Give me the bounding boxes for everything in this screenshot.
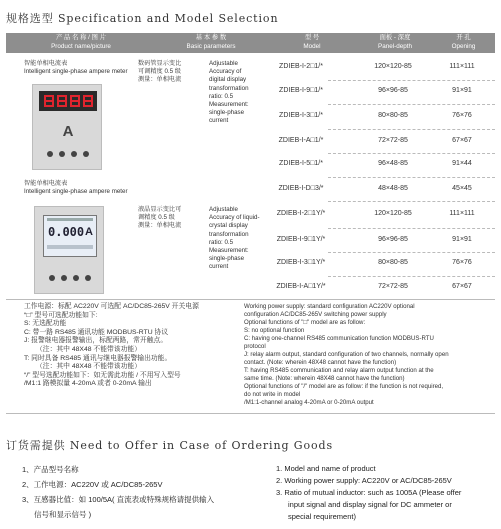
- group1-params-cn: [138, 60, 208, 85]
- notes-cn: [24, 303, 236, 389]
- row-divider: [328, 201, 495, 202]
- lcd-status-bar: [47, 218, 93, 221]
- panel-cell: 48×48-85: [378, 185, 408, 192]
- param-cn-line: 测量：单相电流: [138, 76, 182, 84]
- model-cell: ZDIEB-I-A□1/*: [278, 137, 324, 144]
- opening-cell: 76×76: [452, 112, 472, 119]
- group1-product-en: Intelligent single-phase ampere meter: [24, 68, 128, 75]
- note-cn-line: “/” 型号选配功能如下：如无需此功能 / 不用写入型号: [24, 371, 181, 379]
- param-cn-line: 数码管显示变比: [138, 60, 182, 67]
- header-params-cn: 基 本 参 数: [195, 34, 227, 41]
- panel-cell: 96×96-85: [378, 236, 408, 243]
- order-cn-line: 3、互感器比值：如 100/5A( 直流表或特殊规格请提供输入: [22, 495, 215, 504]
- header-params-en: Basic parameters: [186, 43, 236, 50]
- panel-cell: 96×96-85: [378, 87, 408, 94]
- note-en-line: T: having RS485 communication and relay alarm output function at the: [244, 367, 434, 374]
- note-en-line: Working power supply: standard configuration AC220V optional: [244, 303, 415, 310]
- note-cn-line: T: 同时具备 RS485 通讯与继电器报警输出功能。: [24, 354, 172, 362]
- lcd-meter-image: [34, 206, 104, 294]
- opening-cell: 111×111: [449, 63, 475, 70]
- model-cell: ZDIEB-I-9□1Y/*: [276, 236, 326, 243]
- note-cn-line: “□” 型号可选配功能如下:: [24, 311, 98, 319]
- panel-cell: 120×120-85: [374, 210, 412, 217]
- param-en-line: Accuracy of: [209, 68, 242, 76]
- note-cn-line: S: 无选配功能: [24, 320, 67, 328]
- param-en-line: ratio: 0.5: [209, 92, 234, 100]
- panel-cell: 72×72-85: [378, 283, 408, 290]
- header-panel-cn: 面板 - 深度: [379, 34, 411, 41]
- row-divider: [328, 104, 495, 105]
- opening-cell: 91×44: [452, 160, 472, 167]
- param-cn-line: 调精度 0.5 级: [138, 214, 175, 222]
- panel-cell: 72×72-85: [378, 137, 408, 144]
- note-cn-line: J: 报警继电器报警输出，标配两路，常开触点。: [24, 337, 168, 345]
- param-cn-line: 测量：单相电流: [138, 222, 182, 230]
- model-cell: ZDIEB-I-3□1Y/*: [276, 259, 326, 266]
- header-opening-cn: 开 孔: [456, 34, 471, 41]
- opening-cell: 67×67: [452, 137, 472, 144]
- param-cn-line: 液晶显示变比可: [138, 206, 182, 213]
- section-title-specification: 规格选型 Specification and Model Selection: [6, 12, 279, 25]
- model-cell: ZDIEB-I-2□1Y/*: [276, 210, 326, 217]
- param-en-line: Adjustable: [209, 206, 238, 213]
- header-params: [156, 33, 266, 53]
- order-en-line: 1. Model and name of product: [276, 464, 376, 473]
- row-divider: [328, 80, 495, 81]
- led-display: [39, 91, 97, 111]
- order-en-line: input signal and display signal for DC ammeter or: [288, 500, 452, 509]
- lcd-display: [43, 215, 97, 257]
- note-en-line: same time. (Note: wherein 48X48 cannot have the function): [244, 375, 405, 382]
- group2-product-en: Intelligent single-phase ampere meter: [24, 188, 128, 195]
- note-cn-line: /M1:1 路模拟量 4-20mA 或者 0-20mA 输出: [24, 380, 152, 388]
- order-cn-line: 2、工作电源：AC220V 或 AC/DC85-265V: [22, 480, 163, 489]
- model-cell: ZDIEB-I-5□1/*: [279, 160, 323, 167]
- header-opening: [432, 33, 495, 53]
- row-divider: [328, 129, 495, 130]
- panel-cell: 80×80-85: [378, 259, 408, 266]
- header-opening-en: Opening: [451, 43, 476, 50]
- opening-cell: 45×45: [452, 185, 472, 192]
- row-divider: [328, 276, 495, 277]
- panel-cell: 96×48-85: [378, 160, 408, 167]
- panel-cell: 120×120-85: [374, 63, 412, 70]
- model-cell: ZDIEB-I-9□1/*: [279, 87, 323, 94]
- meter-button-3: [73, 275, 79, 281]
- param-en-line: Measurement:: [209, 101, 249, 109]
- param-en-line: ratio: 0.5: [209, 238, 234, 246]
- group1-product-cn: 智能单相电流表: [24, 60, 68, 67]
- model-cell: ZDIEB-I-A□1Y/*: [276, 283, 326, 290]
- meter-button-4: [85, 275, 91, 281]
- note-en-line: Optional functions of "□" model are as follow:: [244, 319, 366, 326]
- note-en-line: J: relay alarm output, standard configuration of two channels, normally open: [244, 351, 449, 358]
- model-cell: ZDIEB-I-2□1/*: [279, 63, 323, 70]
- note-en-line: C: having one-channel RS485 communication function MODBUS-RTU: [244, 335, 434, 342]
- order-en-line: special requirement): [288, 512, 356, 521]
- opening-cell: 76×76: [452, 259, 472, 266]
- order-en-line: 2. Working power supply: AC220V or AC/DC85-265V: [276, 476, 452, 485]
- row-divider: [328, 153, 495, 154]
- opening-cell: 91×91: [452, 236, 472, 243]
- note-cn-line: 工作电源：标配 AC220V 可选配 AC/DC85-265V 开关电源: [24, 303, 199, 310]
- param-en-line: single-phase: [209, 255, 245, 263]
- header-product-en: Product name/picture: [51, 43, 111, 50]
- note-cn-line: （注：其中 48X48 不能带该功能）: [36, 363, 141, 371]
- order-cn-line: 1、产品型号名称: [22, 465, 79, 474]
- lcd-unit: A: [85, 226, 93, 238]
- note-en-line: contact. (Note: wherein 48X48 cannot have the function): [244, 359, 397, 366]
- note-en-line: configuration AC/DC85-265V switching power supply: [244, 311, 387, 318]
- note-cn-line: C: 带一路 RS485 通讯功能 MODBUS-RTU 协议: [24, 328, 169, 336]
- param-en-line: Accuracy of liquid-: [209, 214, 260, 222]
- opening-cell: 111×111: [449, 210, 475, 217]
- note-en-line: do not write in model: [244, 391, 301, 398]
- led-unit-label: A: [62, 123, 74, 140]
- note-en-line: Optional functions of "/" model are as follow: if the function is not required,: [244, 383, 444, 390]
- model-cell: ZDIEB-I-3□1/*: [279, 112, 323, 119]
- param-en-line: transformation: [209, 84, 249, 92]
- led-meter-image: [32, 84, 102, 170]
- order-cn-line: 信号和显示信号 ): [34, 510, 92, 519]
- panel-cell: 80×80-85: [378, 112, 408, 119]
- header-model-en: Model: [303, 43, 321, 50]
- param-en-line: digital display: [209, 76, 247, 84]
- param-cn-line: 可调精度 0.5 级: [138, 68, 181, 76]
- opening-cell: 91×91: [452, 87, 472, 94]
- header-panel-en: Panel-depth: [378, 43, 412, 50]
- row-divider: [328, 177, 495, 178]
- meter-button-3: [71, 151, 77, 157]
- meter-button-1: [47, 151, 53, 157]
- param-en-line: crystal display: [209, 222, 248, 230]
- header-product: [6, 33, 156, 53]
- meter-button-2: [61, 275, 67, 281]
- param-en-line: Adjustable: [209, 60, 238, 67]
- meter-button-1: [49, 275, 55, 281]
- opening-cell: 67×67: [452, 283, 472, 290]
- lcd-bottom-bar: [47, 245, 93, 249]
- note-en-line: S: no optional function: [244, 327, 305, 334]
- notes-divider: [6, 299, 495, 300]
- meter-button-2: [59, 151, 65, 157]
- note-en-line: /M1:1-channel analog 4-20mA or 0-20mA output: [244, 399, 374, 406]
- lcd-value: 0.000: [48, 225, 85, 239]
- header-model: [266, 33, 358, 53]
- order-en-line: 3. Ratio of mutual inductor: such as 1005A (Please offer: [276, 488, 462, 497]
- param-en-line: current: [209, 263, 229, 271]
- param-en-line: single-phase: [209, 109, 245, 117]
- group2-params-cn: [138, 206, 208, 231]
- group2-product-cn: 智能单相电流表: [24, 180, 68, 187]
- table-bottom-border: [6, 413, 495, 414]
- model-cell: ZDIEB-I-D□3/*: [278, 185, 324, 192]
- row-divider: [328, 228, 495, 229]
- header-panel: [358, 33, 432, 53]
- table-header: [6, 33, 495, 53]
- param-en-line: transformation: [209, 230, 249, 238]
- param-en-line: Measurement:: [209, 247, 249, 255]
- header-product-cn: 产 品 名 称 / 图 片: [55, 34, 107, 41]
- header-model-cn: 型 号: [304, 34, 320, 41]
- param-en-line: current: [209, 117, 229, 125]
- note-en-line: protocol: [244, 343, 266, 350]
- row-divider: [328, 252, 495, 253]
- notes-en: [244, 303, 496, 407]
- note-cn-line: （注：其中 48X48 不能带该功能）: [36, 345, 141, 353]
- meter-button-4: [83, 151, 89, 157]
- section-title-ordering: 订货需提供 Need to Offer in Case of Ordering Goods: [6, 439, 334, 452]
